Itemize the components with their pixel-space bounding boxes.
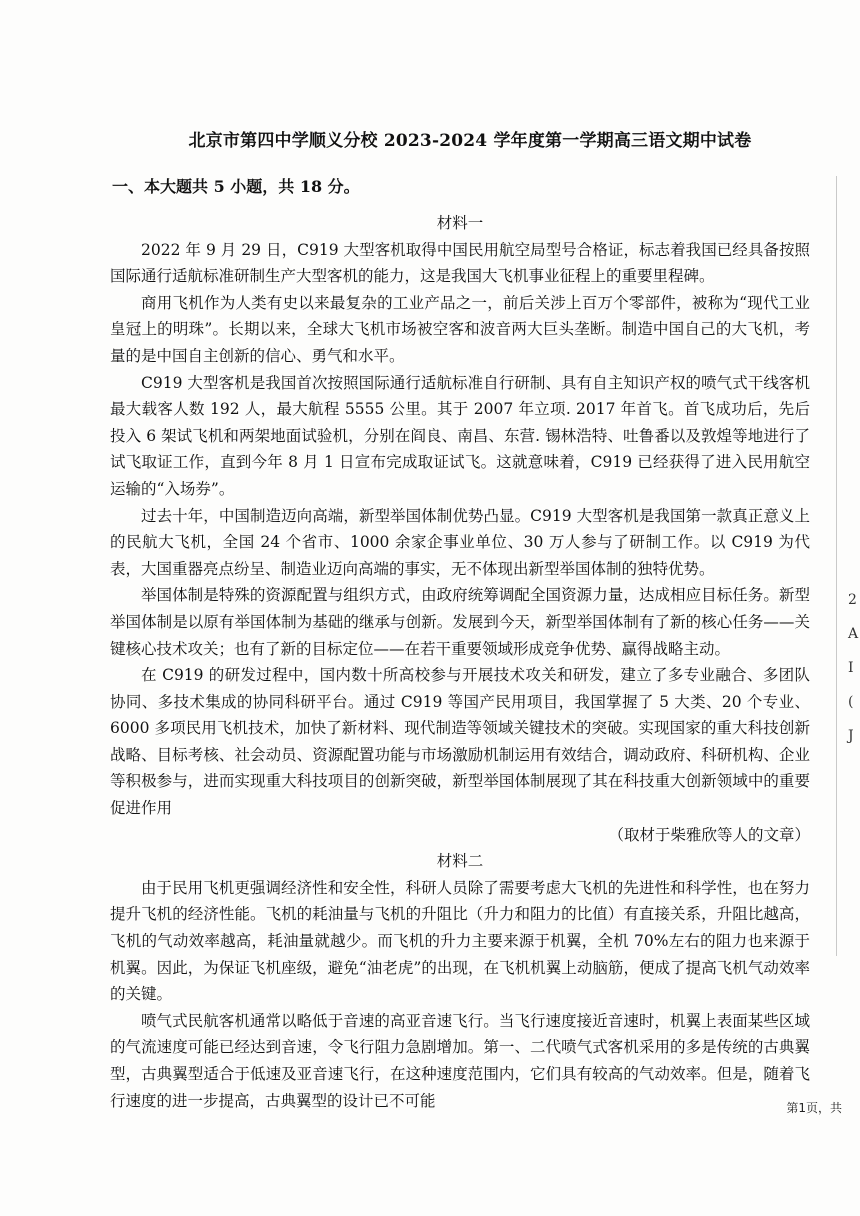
- exam-title: 北京市第四中学顺义分校 2023-2024 学年度第一学期高三语文期中试卷: [188, 131, 752, 151]
- material-one-source: （取材于柴雅欣等人的文章）: [608, 825, 810, 844]
- material-one-paragraph: 商用飞机作为人类有史以来最复杂的工业产品之一，前后关涉上百万个零部件，被称为“现代工业皇冠上的明珠”。长期以来，全球大飞机市场被空客和波音两大巨头垄断。制造中国自己的大飞机，考量的是中国自主创新的信心、勇气和水平。: [110, 293, 810, 365]
- material-two-paragraph: 由于民用飞机更强调经济性和安全性，科研人员除了需要考虑大飞机的先进性和科学性，也在努力提升飞机的经济性能。飞机的耗油量与飞机的升阻比（升力和阻力的比值）有直接关系，升阻比越高，飞机的气动效率越高，耗油量就越少。而飞机的升力主要来源于机翼，全机 70%左右的阻力也来源于机翼。因此，为保证飞机座级，避免“油老虎”的出现，在飞机机翼上动脑筋，便成了提高飞机气动效率的关键。: [110, 878, 810, 1004]
- material-one-paragraph: 过去十年，中国制造迈向高端，新型举国体制优势凸显。C919 大型客机是我国第一款真正意义上的民航大飞机，全国 24 个省市、1000 余家企事业单位、30 万人参与了研制工作。以 C919 为代表，大国重器亮点纷呈、制造业迈向高端的事实，无不体现出新型举国体制的独特优势。: [110, 506, 810, 578]
- margin-mark: A: [848, 626, 859, 642]
- material-one-paragraph: 在 C919 的研发过程中，国内数十所高校参与开展技术攻关和研发，建立了多专业融合、多团队协同、多技术集成的协同科研平台。通过 C919 等国产民用项目，我国掌握了 5 大类、20 个专业、6000 多项民用飞机技术，加快了新材料、现代制造等领域关键技术的突破。实现国家的重大科技创新战略、目标考核、社会动员、资源配置功能与市场激励机制运用有效结合，调动政府、科研机构、企业等积极参与，进而实现重大科技项目的创新突破，新型举国体制展现了其在科技重大创新领域中的重要促进作用: [110, 666, 810, 818]
- margin-mark: 2: [848, 592, 857, 608]
- margin-mark: I: [848, 660, 854, 676]
- material-one-paragraph: 举国体制是特殊的资源配置与组织方式，由政府统筹调配全国资源力量，达成相应目标任务。新型举国体制是以原有举国体制为基础的继承与创新。发展到今天，新型举国体制有了新的核心任务——关键核心技术攻关；也有了新的目标定位——在若干重要领域形成竞争优势、赢得战略主动。: [110, 586, 810, 658]
- page-edge-divider: [836, 176, 837, 956]
- page-number: 第1页，共: [786, 1101, 842, 1115]
- material-two-heading: 材料二: [436, 852, 484, 871]
- material-two-paragraph: 喷气式民航客机通常以略低于音速的高亚音速飞行。当飞行速度接近音速时，机翼上表面某些区域的气流速度可能已经达到音速，令飞行阻力急剧增加。第一、二代喷气式客机采用的多是传统的古典翼型，古典翼型适合于低速及亚音速飞行，在这种速度范围内，它们具有较高的气动效率。但是，随着飞行速度的进一步提高，古典翼型的设计已不可能: [110, 1011, 810, 1110]
- margin-mark: J: [848, 728, 854, 744]
- material-one-paragraph: 2022 年 9 月 29 日，C919 大型客机取得中国民用航空局型号合格证，标志着我国已经具备按照国际通行适航标准研制生产大型客机的能力，这是我国大飞机事业征程上的重要里程碑。: [110, 240, 810, 286]
- material-one-paragraph: C919 大型客机是我国首次按照国际通行适航标准自行研制、具有自主知识产权的喷气式干线客机 最大载客人数 192 人，最大航程 5555 公里。其于 2007 年立项. 2017 年首飞。首飞成功后，先后投入 6 架试飞机和两架地面试验机，分别在阎良、南昌、东营. 锡林浩特、吐鲁番以及敦煌等地进行了试飞取证工作，直到今年 8 月 1 日宣布完成取证试飞。这就意味着，C919 已经获得了进入民用航空运输的“入场券”。: [110, 373, 810, 498]
- reading-passage: [110, 210, 810, 1114]
- material-one-heading: 材料一: [436, 214, 484, 232]
- section-heading: 一、本大题共 5 小题，共 18 分。: [112, 177, 360, 196]
- margin-mark: (: [848, 694, 854, 710]
